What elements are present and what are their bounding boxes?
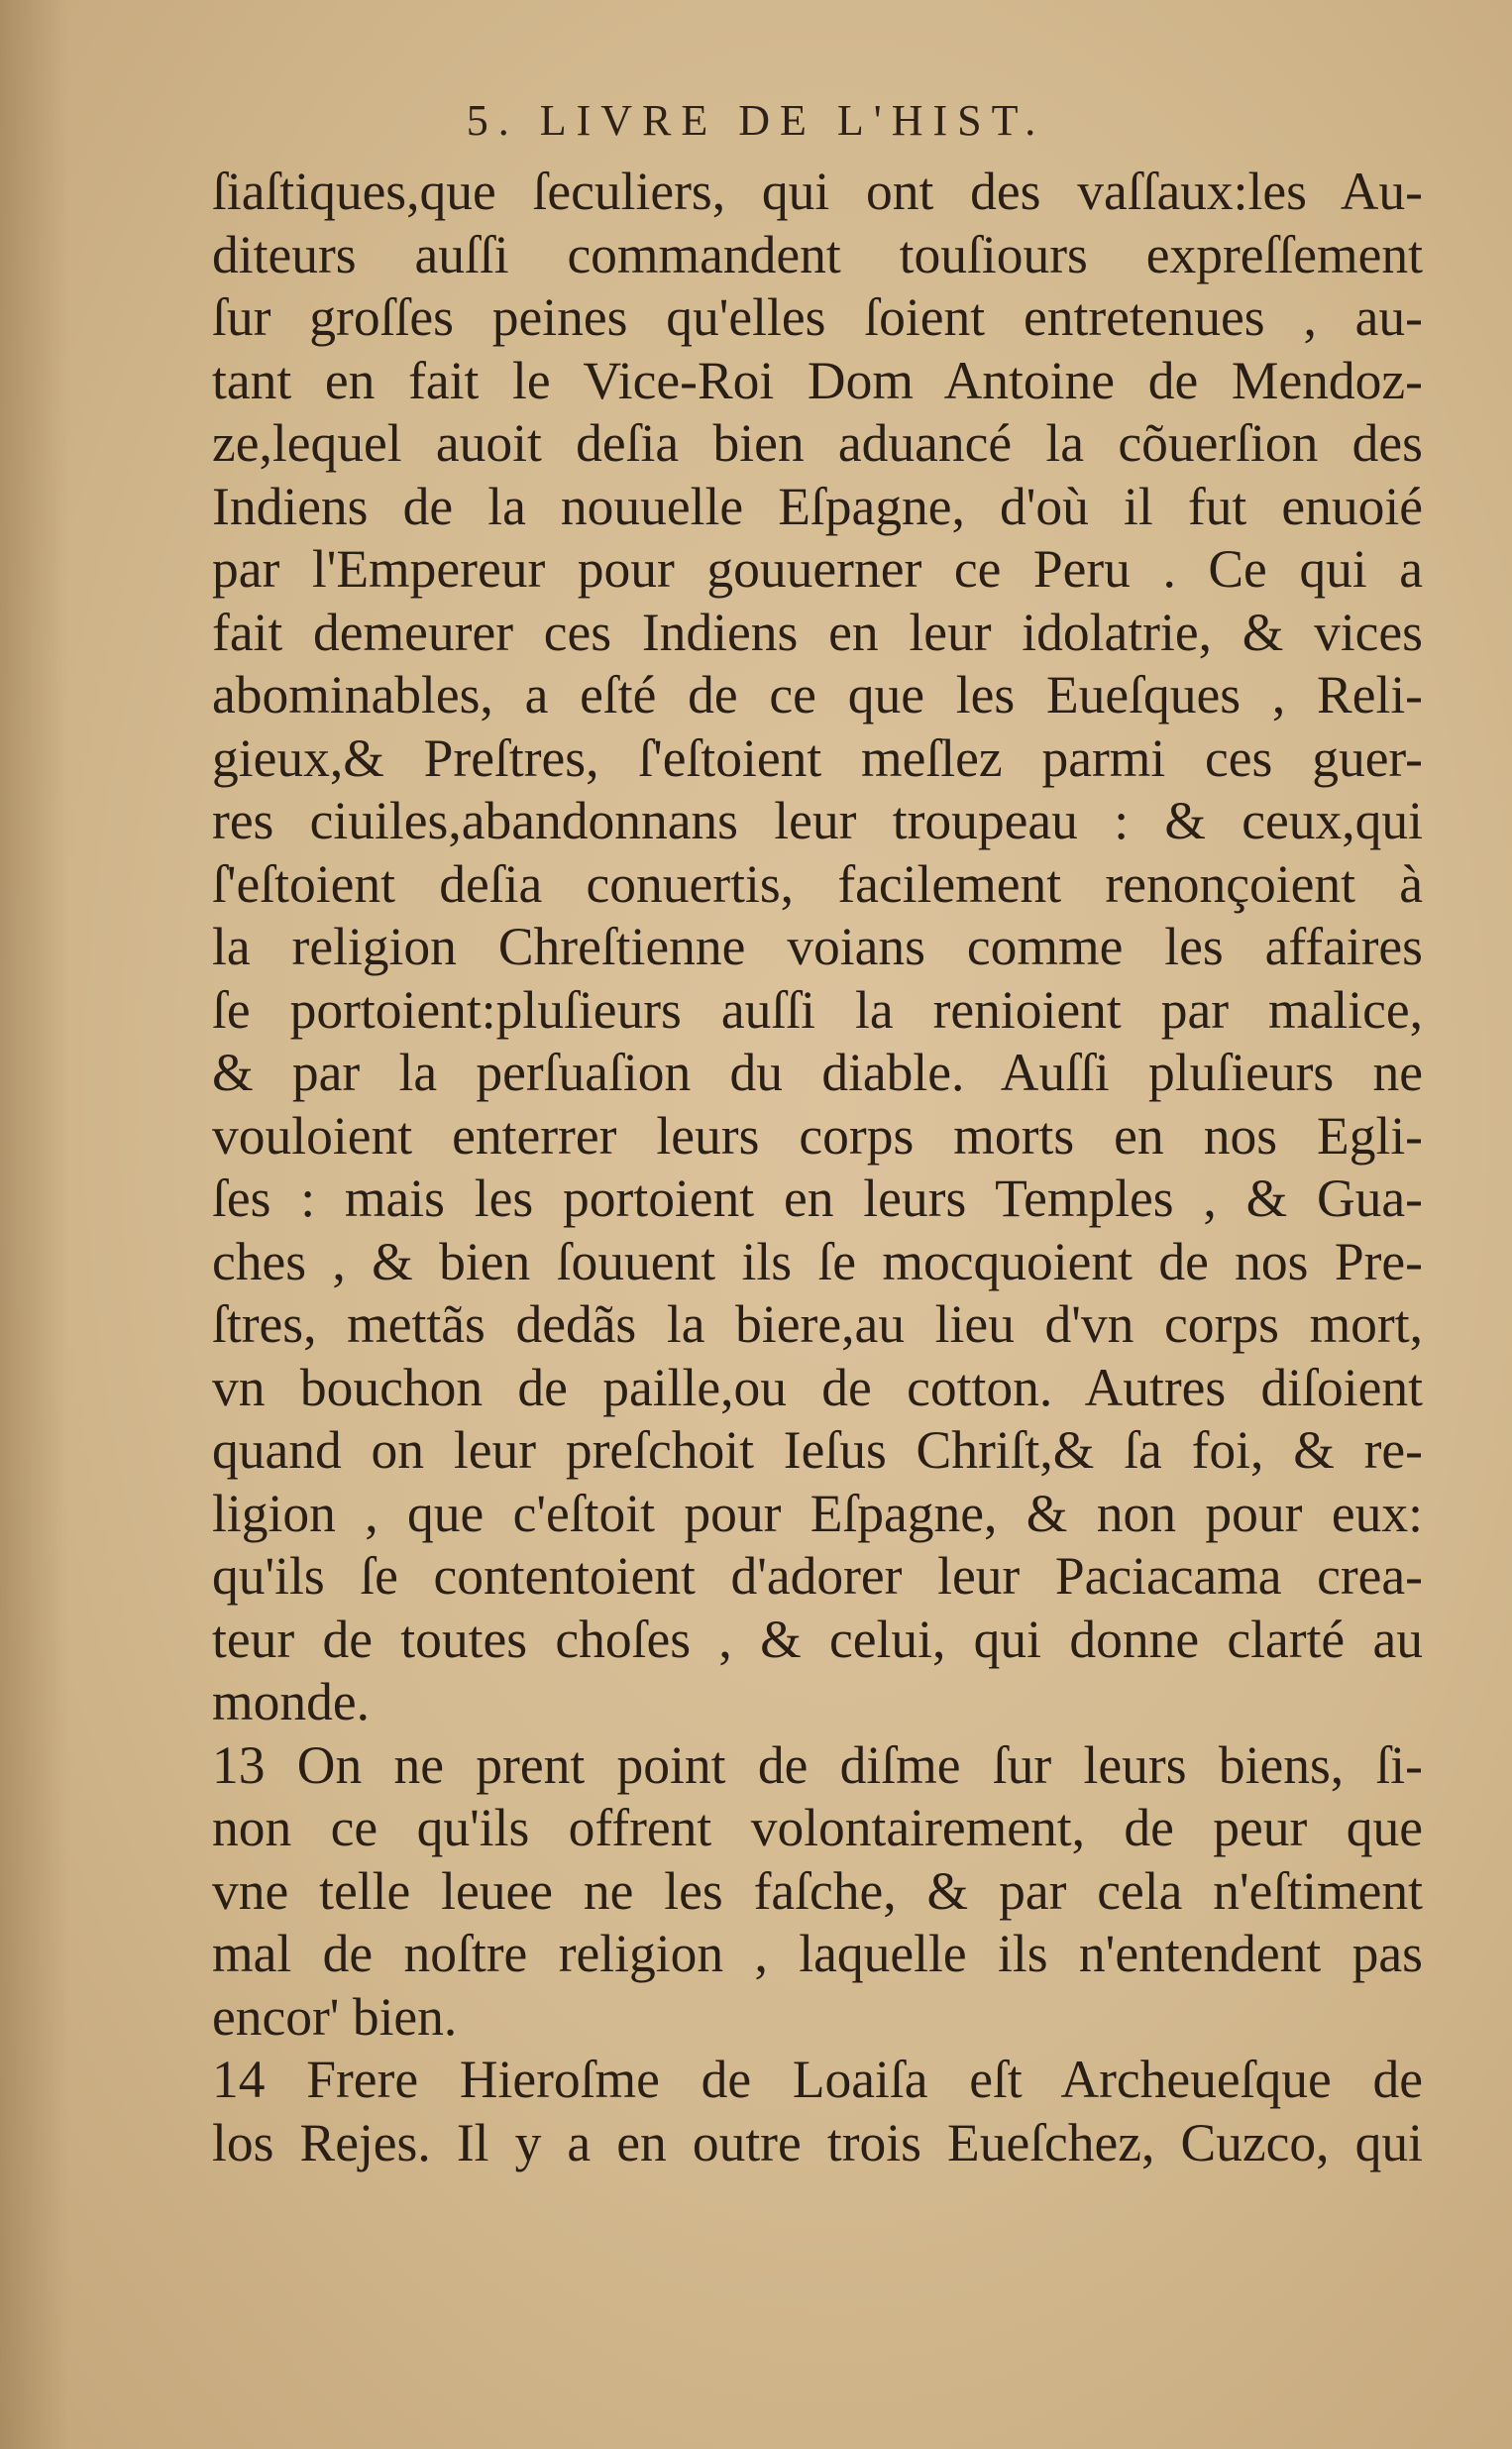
text-line: la religion Chreſtienne voians comme les affaires: [212, 917, 1423, 976]
text-line: encor' bien.: [212, 1986, 458, 2047]
text-line: diteurs auſſi commandent touſiours expreſſement: [212, 224, 1423, 284]
text-line: 13 On ne prent point de diſme ſur leurs biens, ſi-: [212, 1734, 1423, 1795]
text-line: ſes : mais les portoient en leurs Temples , & Gua-: [212, 1169, 1423, 1228]
text-line: ches , & bien ſouuent ils ſe mocquoient de nos Pre-: [212, 1231, 1423, 1291]
text-line: vn bouchon de paille,ou de cotton. Autres diſoient: [212, 1357, 1423, 1417]
text-line: ſur groſſes peines qu'elles ſoient entretenues , au-: [212, 287, 1423, 347]
text-line: vouloient enterrer leurs corps morts en nos Egli-: [212, 1105, 1423, 1166]
text-line: par l'Empereur pour gouuerner ce Peru . Ce qui a: [212, 539, 1423, 599]
text-line: fait demeurer ces Indiens en leur idolatrie, & vices: [212, 602, 1423, 662]
body-text: [212, 161, 1423, 2174]
text-line: ſtres, mettãs dedãs la biere,au lieu d'vn corps mort,: [212, 1294, 1423, 1354]
gutter-shadow: [0, 0, 69, 2449]
running-head: 5. LIVRE DE L'HIST.: [466, 96, 1046, 145]
text-line: ze,lequel auoit deſia bien aduancé la cõuerſion des: [212, 413, 1423, 473]
text-line: gieux,& Preſtres, ſ'eſtoient meſlez parmi ces guer-: [212, 727, 1423, 788]
text-line: monde.: [212, 1672, 370, 1731]
text-line: & par la perſuaſion du diable. Auſſi pluſieurs ne: [212, 1043, 1423, 1102]
text-line: res ciuiles,abandonnans leur troupeau : & ceux,qui: [212, 791, 1423, 850]
text-line: abominables, a eſté de ce que les Eueſques , Reli-: [212, 665, 1423, 724]
text-line: tant en fait le Vice-Roi Dom Antoine de Mendoz-: [212, 350, 1423, 410]
text-line: ligion , que c'eſtoit pour Eſpagne, & non pour eux:: [212, 1483, 1423, 1543]
text-line: ſiaſtiques,que ſeculiers, qui ont des vaſſaux:les Au-: [212, 162, 1423, 221]
text-line: mal de noſtre religion , laquelle ils n'entendent pas: [212, 1924, 1423, 1983]
text-line: teur de toutes choſes , & celui, qui donne clarté au: [212, 1609, 1423, 1669]
text-line: ſe portoient:pluſieurs auſſi la renioient par malice,: [212, 979, 1423, 1040]
text-line: 14 Frere Hieroſme de Loaiſa eſt Archeueſque de: [212, 2050, 1423, 2109]
text-line: non ce qu'ils offrent volontairement, de peur que: [212, 1798, 1423, 1857]
text-line: vne telle leuee ne les faſche, & par cela n'eſtiment: [212, 1860, 1423, 1921]
text-line: qu'ils ſe contentoient d'adorer leur Paciacama crea-: [212, 1546, 1423, 1606]
text-line: los Rejes. Il y a en outre trois Eueſchez, Cuzco, qui: [212, 2112, 1423, 2172]
text-line: ſ'eſtoient deſia conuertis, facilement renonçoient à: [212, 853, 1423, 914]
text-line: quand on leur preſchoit Ieſus Chriſt,& ſa foi, & re-: [212, 1420, 1423, 1480]
text-line: Indiens de la nouuelle Eſpagne, d'où il fut enuoié: [212, 476, 1423, 536]
